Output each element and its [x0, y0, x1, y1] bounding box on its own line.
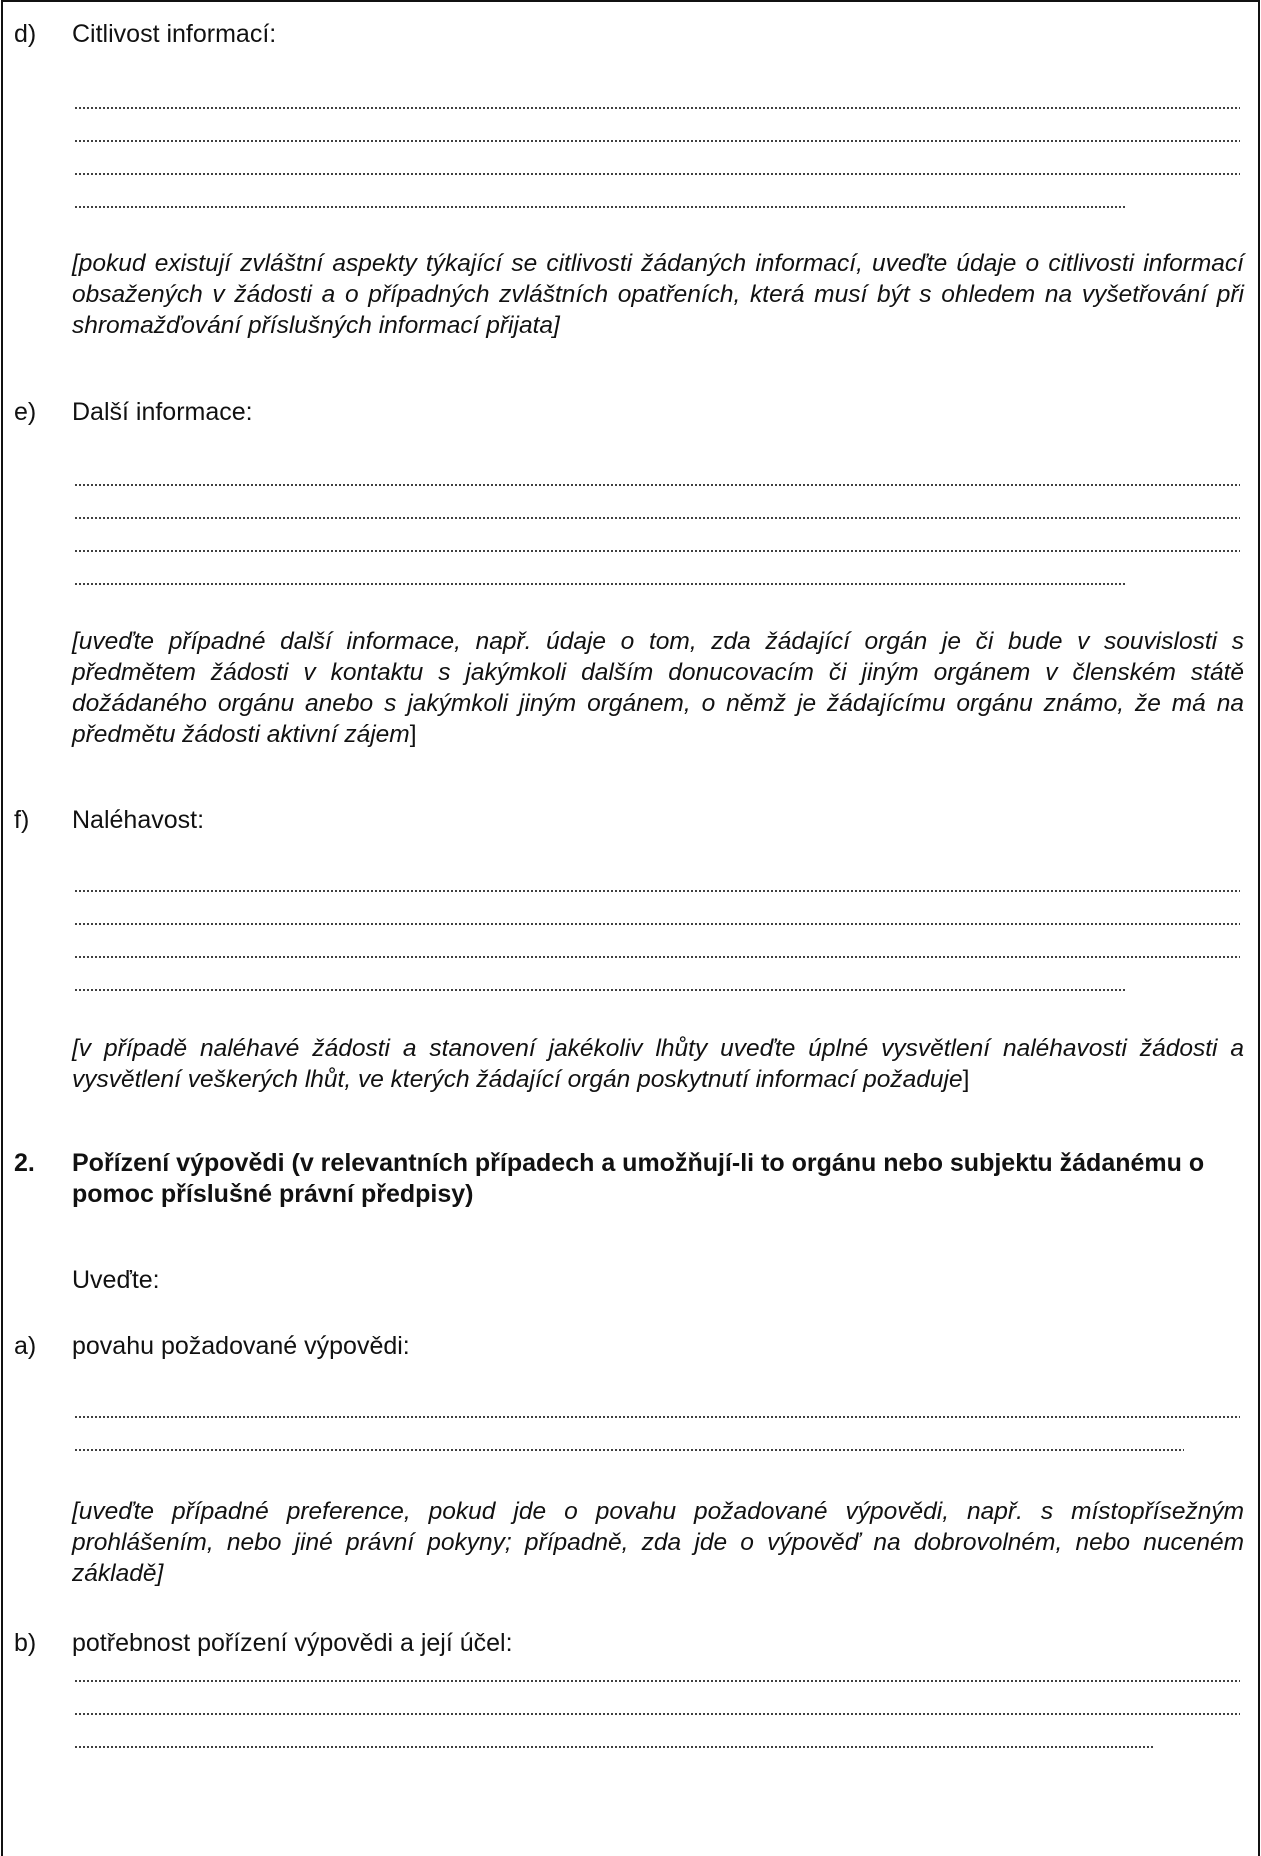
- item-label: Naléhavost:: [72, 806, 205, 834]
- answer-line: [74, 517, 1240, 519]
- item-letter: e): [14, 398, 37, 426]
- answer-line: [74, 956, 1240, 958]
- instruction-note: [uveďte případné další informace, např. údaje o tom, zda žádající orgán je či bude v souvislosti s předmětem žádosti v kontaktu s jakýmkoli dalším donucovacím či jiným orgánem v členském státě dožádaného orgánu anebo s jakýmkoli jiným orgánem, o němž je žádajícímu orgánu známo, že má na předmětu žádosti aktivní zájem]: [72, 628, 1244, 748]
- answer-line: [74, 1449, 1184, 1451]
- instruction-note: [pokud existují zvláštní aspekty týkající se citlivosti žádaných informací, uveďte údaje o citlivosti informací obsažených v žádosti a o případných zvláštních opatřeních, která musí být s ohledem na vyšetřování při shromažďování příslušných informací přijata]: [72, 250, 1244, 339]
- answer-line: [74, 1746, 1154, 1748]
- item-letter: b): [14, 1629, 37, 1657]
- section-number: 2.: [14, 1149, 35, 1177]
- answer-line: [74, 989, 1126, 991]
- answer-line: [74, 107, 1240, 109]
- answer-line: [74, 1680, 1240, 1682]
- answer-line: [74, 890, 1240, 892]
- answer-line: [74, 484, 1240, 486]
- intro-text: Uveďte:: [72, 1266, 160, 1294]
- answer-line: [74, 1416, 1240, 1418]
- item-label: povahu požadované výpovědi:: [72, 1332, 410, 1360]
- answer-line: [74, 173, 1240, 175]
- answer-line: [74, 550, 1240, 552]
- section-heading: Pořízení výpovědi (v relevantních případech a umožňují-li to orgánu nebo subjektu žádanému o pomoc příslušné právní předpisy): [72, 1149, 1205, 1208]
- instruction-note: [v případě naléhavé žádosti a stanovení jakékoliv lhůty uveďte úplné vysvětlení naléhavosti žádosti a vysvětlení veškerých lhůt, ve kterých žádající orgán poskytnutí informací požaduje]: [72, 1035, 1244, 1093]
- answer-line: [74, 1713, 1240, 1715]
- instruction-note: [uveďte případné preference, pokud jde o povahu požadované výpovědi, např. s místopřísežným prohlášením, nebo jiné právní pokyny; případně, zda jde o výpověď na dobrovolném, nebo nuceném základě]: [72, 1498, 1244, 1587]
- item-letter: f): [14, 806, 30, 834]
- item-label: Citlivost informací:: [72, 20, 277, 48]
- item-letter: d): [14, 20, 37, 48]
- answer-line: [74, 140, 1240, 142]
- item-label: potřebnost pořízení výpovědi a její účel:: [72, 1629, 513, 1657]
- item-label: Další informace:: [72, 398, 253, 426]
- answer-line: [74, 583, 1126, 585]
- answer-line: [74, 923, 1240, 925]
- item-letter: a): [14, 1332, 37, 1360]
- answer-line: [74, 206, 1126, 208]
